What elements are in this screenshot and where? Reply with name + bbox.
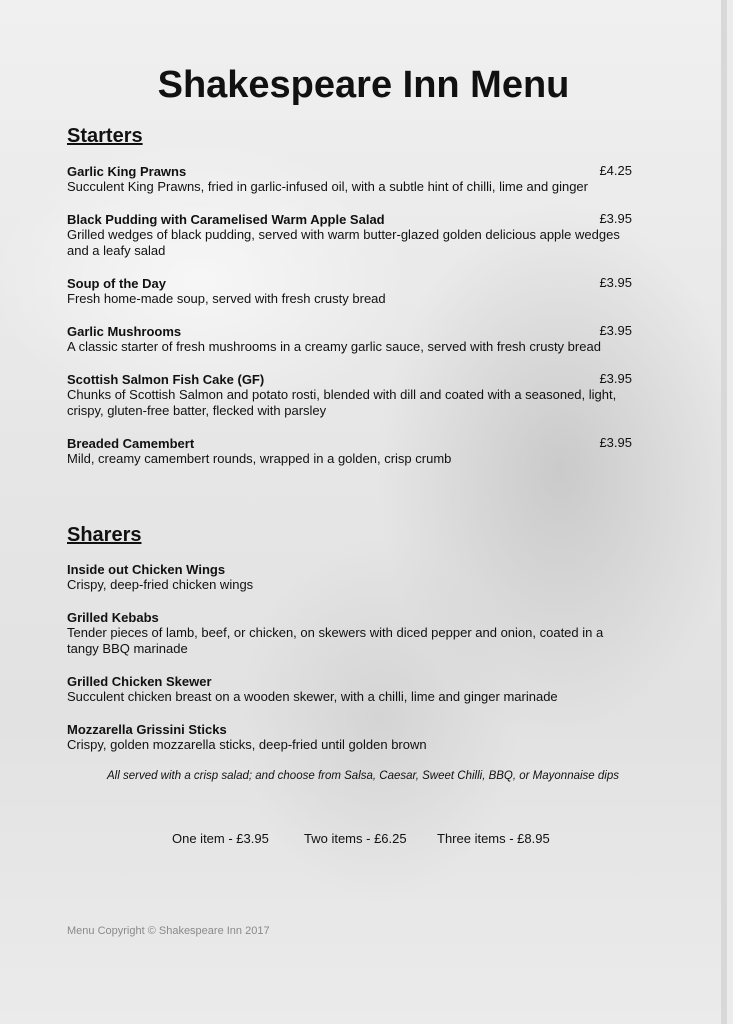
item-description: Succulent chicken breast on a wooden skewer, with a chilli, lime and ginger marinade xyxy=(67,689,558,704)
item-description: Succulent King Prawns, fried in garlic-infused oil, with a subtle hint of chilli, lime and ginger xyxy=(67,179,588,194)
sharer-item xyxy=(67,673,637,705)
starter-item xyxy=(67,163,637,195)
item-header xyxy=(67,371,637,387)
sharer-item xyxy=(67,561,637,593)
sharers-note: All served with a crisp salad; and choose from Salsa, Caesar, Sweet Chilli, BBQ, or Mayonnaise dips xyxy=(107,770,619,782)
starter-item xyxy=(67,435,637,467)
price-two-items: Two items - £6.25 xyxy=(304,831,407,846)
price-three-items: Three items - £8.95 xyxy=(437,831,550,846)
item-name: Breaded Camembert xyxy=(67,436,195,451)
item-header xyxy=(67,609,637,625)
item-name: Garlic King Prawns xyxy=(67,164,187,179)
starter-item xyxy=(67,275,637,307)
item-price: £3.95 xyxy=(599,275,632,290)
page-title: Shakespeare Inn Menu xyxy=(157,64,570,106)
sharers-heading: Sharers xyxy=(67,524,142,546)
item-header xyxy=(67,211,637,227)
item-description: Tender pieces of lamb, beef, or chicken, on skewers with diced pepper and onion, coated in a tangy BBQ marinade xyxy=(67,625,604,656)
page-edge xyxy=(721,0,727,1024)
item-description: A classic starter of fresh mushrooms in a creamy garlic sauce, served with fresh crusty bread xyxy=(67,339,601,354)
item-header xyxy=(67,435,637,451)
item-price: £3.95 xyxy=(599,211,632,226)
item-description: Crispy, deep-fried chicken wings xyxy=(67,577,254,592)
item-name: Mozzarella Grissini Sticks xyxy=(67,722,227,737)
item-name: Soup of the Day xyxy=(67,276,166,291)
item-header xyxy=(67,721,637,737)
item-price: £4.25 xyxy=(599,163,632,178)
item-description: Chunks of Scottish Salmon and potato rosti, blended with dill and coated with a seasoned, light, crispy, gluten-free batter, flecked with parsley xyxy=(67,387,617,418)
price-one-item: One item - £3.95 xyxy=(172,831,269,846)
item-name: Black Pudding with Caramelised Warm Apple Salad xyxy=(67,212,385,227)
item-name: Grilled Chicken Skewer xyxy=(67,674,212,689)
starter-item xyxy=(67,371,637,419)
item-header xyxy=(67,275,637,291)
starter-item xyxy=(67,211,637,259)
starter-item xyxy=(67,323,637,355)
item-header xyxy=(67,561,637,577)
sharer-item xyxy=(67,609,637,657)
item-name: Garlic Mushrooms xyxy=(67,324,182,339)
copyright-footer: Menu Copyright © Shakespeare Inn 2017 xyxy=(67,925,270,937)
item-price: £3.95 xyxy=(599,435,632,450)
item-description: Grilled wedges of black pudding, served with warm butter-glazed golden delicious apple wedges and a leafy salad xyxy=(67,227,620,258)
item-name: Scottish Salmon Fish Cake (GF) xyxy=(67,372,265,387)
sharer-item xyxy=(67,721,637,753)
item-header xyxy=(67,673,637,689)
item-name: Inside out Chicken Wings xyxy=(67,562,226,577)
item-header xyxy=(67,323,637,339)
item-name: Grilled Kebabs xyxy=(67,610,159,625)
item-price: £3.95 xyxy=(599,323,632,338)
item-description: Mild, creamy camembert rounds, wrapped in a golden, crisp crumb xyxy=(67,451,452,466)
item-description: Fresh home-made soup, served with fresh crusty bread xyxy=(67,291,386,306)
starters-heading: Starters xyxy=(67,125,143,147)
item-price: £3.95 xyxy=(599,371,632,386)
item-description: Crispy, golden mozzarella sticks, deep-fried until golden brown xyxy=(67,737,427,752)
item-header xyxy=(67,163,637,179)
